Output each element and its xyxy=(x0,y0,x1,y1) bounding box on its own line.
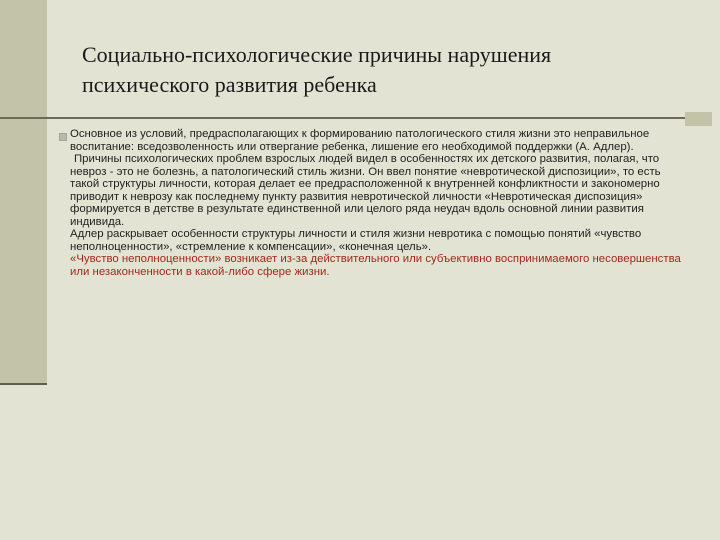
paragraph-adler-conditions: Основное из условий, предрасполагающих к формированию патологического стиля жизни это неправильное воспитание: вседозволенность или отвергание ребенка, лишение его необходимой поддержки (А. Адлер). xyxy=(70,128,650,153)
title-line-1: Социально-психологические причины нарушения xyxy=(82,42,552,67)
title-line-2: психического развития ребенка xyxy=(82,72,377,97)
paragraph-personality-structure: Адлер раскрывает особенности структуры личности и стиля жизни невротика с помощью понятий «чувство неполноценности», «стремление к компенсации», «конечная цель». xyxy=(70,228,642,253)
title-divider xyxy=(0,117,685,119)
bullet-square-icon xyxy=(59,133,67,141)
paragraph-neurotic-disposition: Причины психологических проблем взрослых людей видел в особенностях их детского развития, полагая, что невроз - это не болезнь, а патологический стиль жизни. Он ввел понятие «невротической диспозиции», то есть такой структуры личности, которая делает ее предрасположенной к внутренней конфликтности и закономерно приводит к неврозу как последнему пункту развития невротической личности «Невротическая диспозиция» формируется в детстве в результате единственной или целого ряда неудач вдоль основной линии развития индивида. xyxy=(70,153,661,228)
left-accent-band xyxy=(0,0,47,383)
left-band-underline xyxy=(0,383,47,385)
divider-accent-block xyxy=(685,112,712,126)
slide-title xyxy=(82,40,682,100)
paragraph-inferiority-feeling: «Чувство неполноценности» возникает из-за действительного или субъективно воспринимаемого несовершенства или незаконченности в какой-либо сфере жизни. xyxy=(70,253,681,278)
slide-body xyxy=(70,128,690,278)
